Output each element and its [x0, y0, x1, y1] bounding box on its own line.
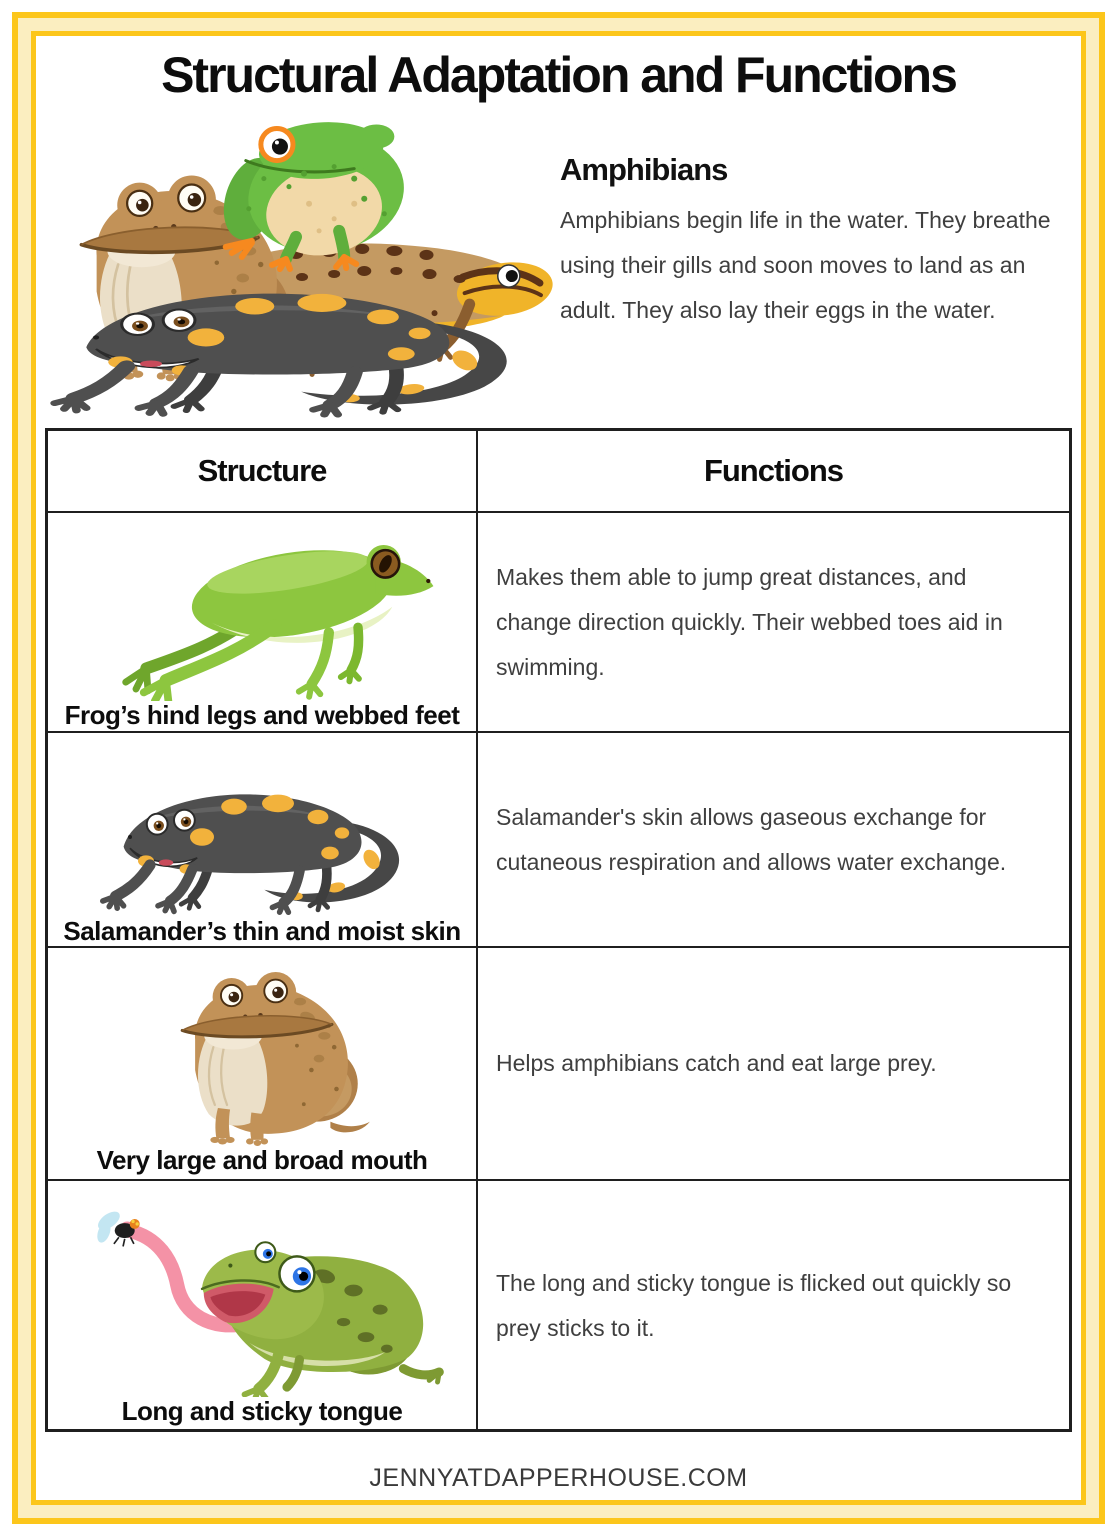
amphibian-group-illustration — [33, 118, 560, 420]
column-header-functions: Functions — [478, 431, 1069, 513]
salamander-illustration — [61, 741, 463, 917]
structure-cell-frog-hind-legs — [48, 513, 478, 733]
intro-section — [560, 152, 1065, 333]
structure-cell-salamander-skin — [48, 733, 478, 948]
function-cell-broad-mouth — [478, 948, 1069, 1181]
function-text-sticky-tongue: The long and sticky tongue is flicked out quickly so prey sticks to it. — [496, 1270, 1012, 1342]
function-cell-frog-hind-legs — [478, 513, 1069, 733]
page-title: Structural Adaptation and Functions — [161, 47, 956, 103]
function-cell-salamander-skin — [478, 733, 1069, 948]
toad-illustration — [146, 956, 378, 1146]
footer-website: JENNYATDAPPERHOUSE.COM — [369, 1464, 748, 1492]
function-text-broad-mouth: Helps amphibians catch and eat large prey. — [496, 1050, 937, 1076]
function-text-frog-hind-legs: Makes them able to jump great distances, and change direction quickly. Their webbed toes aid in swimming. — [496, 563, 1003, 680]
jumping-frog-illustration — [62, 521, 462, 701]
function-cell-sticky-tongue — [478, 1181, 1069, 1432]
structure-label-broad-mouth: Very large and broad mouth — [96, 1145, 428, 1175]
column-header-structure: Structure — [48, 431, 478, 513]
intro-heading: Amphibians — [560, 152, 728, 187]
structure-label-frog-hind-legs: Frog’s hind legs and webbed feet — [64, 700, 460, 730]
structure-cell-broad-mouth — [48, 948, 478, 1181]
adaptation-table — [45, 428, 1072, 1432]
structure-label-salamander-skin: Salamander’s thin and moist skin — [63, 916, 461, 946]
function-text-salamander-skin: Salamander's skin allows gaseous exchange for cutaneous respiration and allows water exchange. — [496, 803, 1007, 875]
structure-label-sticky-tongue: Long and sticky tongue — [121, 1396, 403, 1426]
structure-cell-sticky-tongue — [48, 1181, 478, 1432]
frog-catching-fly-illustration — [62, 1189, 462, 1397]
intro-body-text: Amphibians begin life in the water. They breathe using their gills and soon moves to land as an adult. They also lay their eggs in the water. — [560, 207, 1051, 323]
